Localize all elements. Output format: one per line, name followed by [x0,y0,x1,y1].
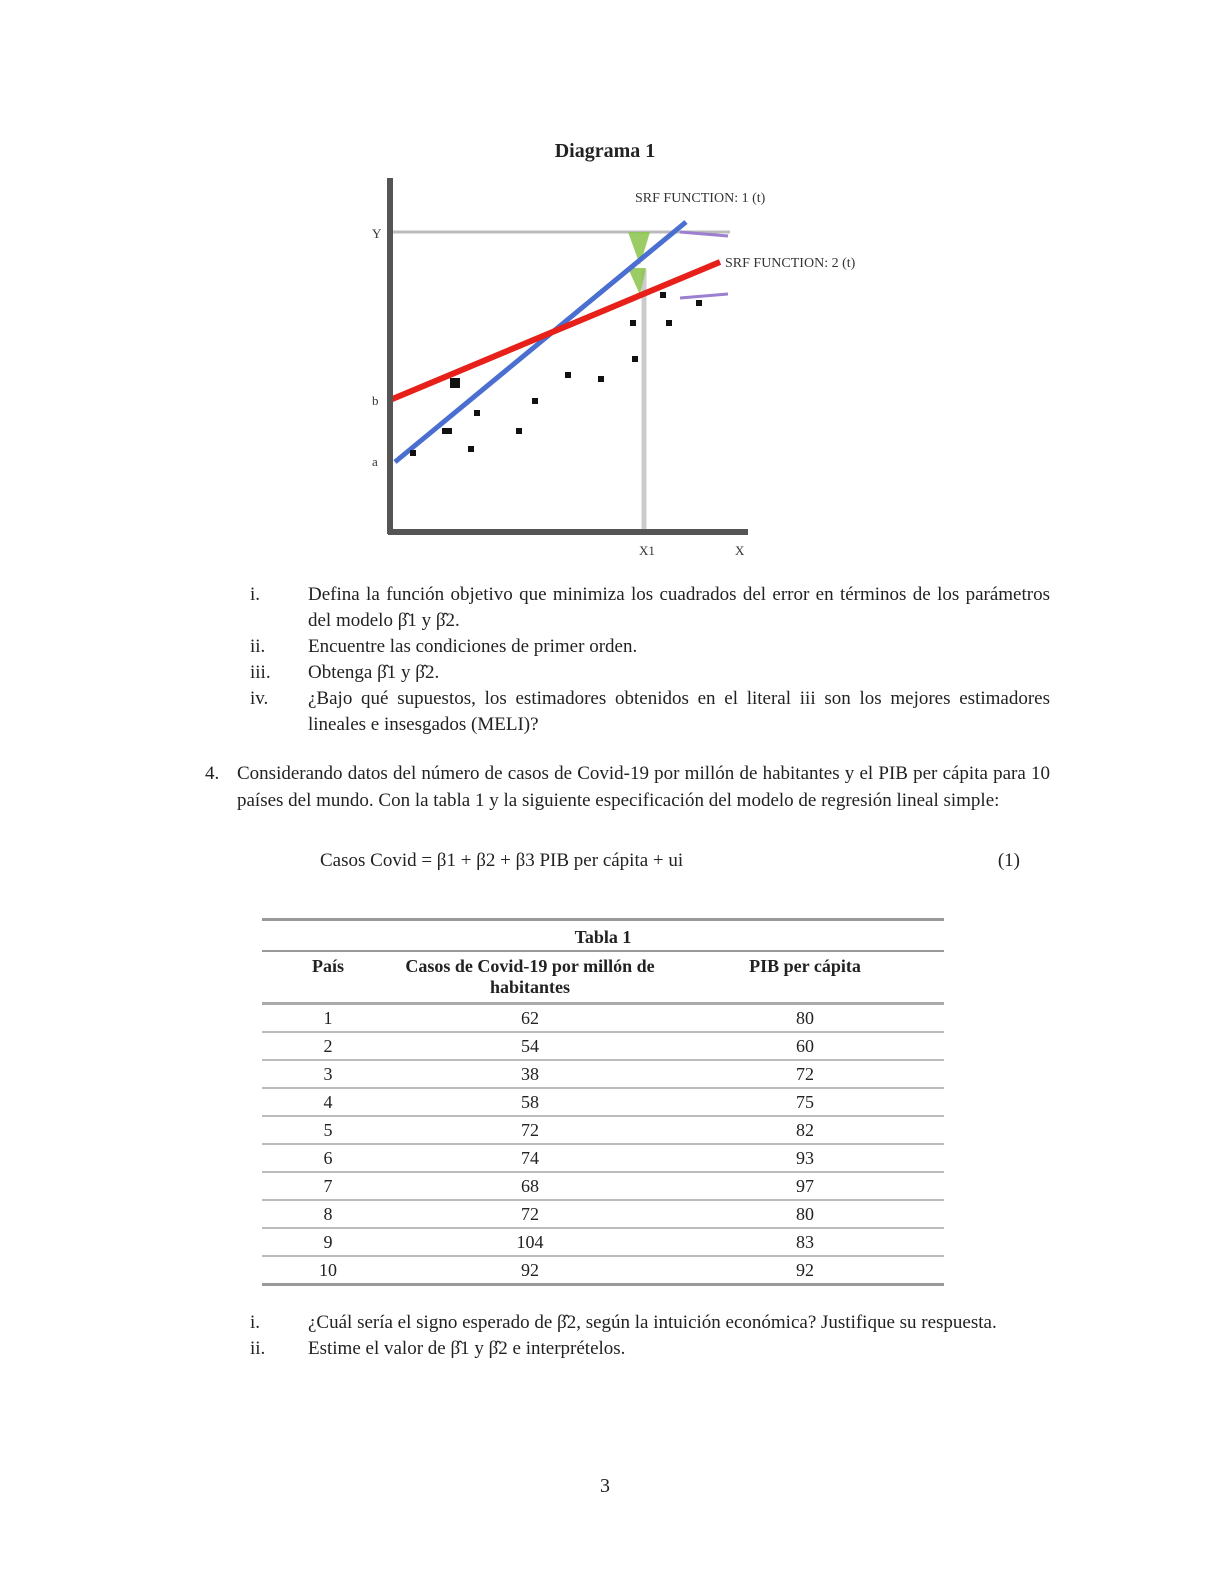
x-tick-label: X [735,543,745,558]
question-item [250,686,1050,738]
table-row [262,1256,944,1285]
table-cell: 72 [394,1200,666,1228]
red-line-label: SRF FUNCTION: 2 (t) [725,256,856,271]
question-number: iii. [250,662,271,683]
regression-equation [320,850,1020,872]
equation-text: Casos Covid = β1 + β2 + β3 PIB per cápita + ui [320,850,684,871]
table-row [262,1200,944,1228]
y-tick-label: a [372,454,378,469]
table-cell: 6 [262,1144,394,1172]
table-cell: 3 [262,1060,394,1088]
table-header: PIB per cápita [666,952,944,1004]
question-list-a [250,582,1050,738]
red-regression-line [390,262,720,400]
table-cell: 4 [262,1088,394,1116]
data-point [410,450,416,456]
data-point [632,356,638,362]
table-header: Casos de Covid-19 por millón de habitantes [394,952,666,1004]
table-row [262,1088,944,1116]
data-point [565,372,571,378]
question-text: Defina la función objetivo que minimiza los cuadrados del error en términos de los parámetros del modelo β̂1 y β̂2. [308,584,1050,631]
table-cell: 38 [394,1060,666,1088]
data-point [532,398,538,404]
table-cell: 80 [666,1004,944,1033]
table-row [262,1172,944,1200]
table-caption: Tabla 1 [262,918,944,952]
problem-statement [205,760,1050,814]
table-row [262,1144,944,1172]
question-number: i. [250,584,261,605]
question-item [250,634,1050,660]
question-text: Estime el valor de β̂1 y β̂2 e interprételos. [308,1338,626,1359]
question-text: ¿Bajo qué supuestos, los estimadores obtenidos en el literal iii son los mejores estimadores lineales e insesgados (MELI)? [308,688,1050,735]
table-cell: 72 [394,1116,666,1144]
table-cell: 10 [262,1256,394,1285]
table-cell: 2 [262,1032,394,1060]
question-number: i. [250,1312,261,1333]
x-tick-label: X1 [639,543,655,558]
question-number: iv. [250,688,269,709]
data-point [696,300,702,306]
data-point [442,428,452,434]
y-tick-label: b [372,393,379,408]
table-cell: 62 [394,1004,666,1033]
question-number: ii. [250,636,266,657]
question-item [250,1336,1050,1362]
table-row [262,1004,944,1033]
data-point [450,378,460,388]
table-cell: 58 [394,1088,666,1116]
table-cell: 93 [666,1144,944,1172]
table-cell: 80 [666,1200,944,1228]
question-list-b [250,1310,1050,1362]
y-tick-label: Y [372,226,382,241]
table-cell: 72 [666,1060,944,1088]
question-item [250,582,1050,634]
regression-diagram [350,170,870,570]
table-cell: 7 [262,1172,394,1200]
data-point [660,292,666,298]
table-row [262,1032,944,1060]
data-point [468,446,474,452]
table-cell: 5 [262,1116,394,1144]
table-cell: 104 [394,1228,666,1256]
question-number: ii. [250,1338,266,1359]
table-row [262,1116,944,1144]
table-cell: 9 [262,1228,394,1256]
table-row [262,1228,944,1256]
data-point [666,320,672,326]
table-cell: 60 [666,1032,944,1060]
data-table [262,918,944,1286]
question-text: Encuentre las condiciones de primer orden. [308,636,638,657]
problem-text: Considerando datos del número de casos de Covid-19 por millón de habitantes y el PIB per cápita para 10 países del mundo. Con la tabla 1 y la siguiente especificación del modelo de regresión lineal simple: [237,763,1050,811]
problem-number: 4. [205,763,220,784]
purple-segment-lower [680,294,728,298]
table-row [262,1060,944,1088]
table-cell: 97 [666,1172,944,1200]
data-point [630,320,636,326]
data-point [598,376,604,382]
data-point [516,428,522,434]
table-cell: 82 [666,1116,944,1144]
table-cell: 68 [394,1172,666,1200]
table-cell: 54 [394,1032,666,1060]
question-text: ¿Cuál sería el signo esperado de β̂2, según la intuición económica? Justifique su respuesta. [308,1312,997,1333]
table-cell: 74 [394,1144,666,1172]
page-number: 3 [600,1475,610,1497]
diagram-title: Diagrama 1 [554,140,656,162]
question-text: Obtenga β̂1 y β̂2. [308,662,440,683]
question-item [250,1310,1050,1336]
table-cell: 8 [262,1200,394,1228]
blue-line-label: SRF FUNCTION: 1 (t) [635,191,766,206]
table-cell: 75 [666,1088,944,1116]
data-point [474,410,480,416]
table-cell: 1 [262,1004,394,1033]
question-item [250,660,1050,686]
table-cell: 92 [666,1256,944,1285]
table-header: País [262,952,394,1004]
table-cell: 92 [394,1256,666,1285]
equation-number: (1) [997,850,1020,871]
table-cell: 83 [666,1228,944,1256]
